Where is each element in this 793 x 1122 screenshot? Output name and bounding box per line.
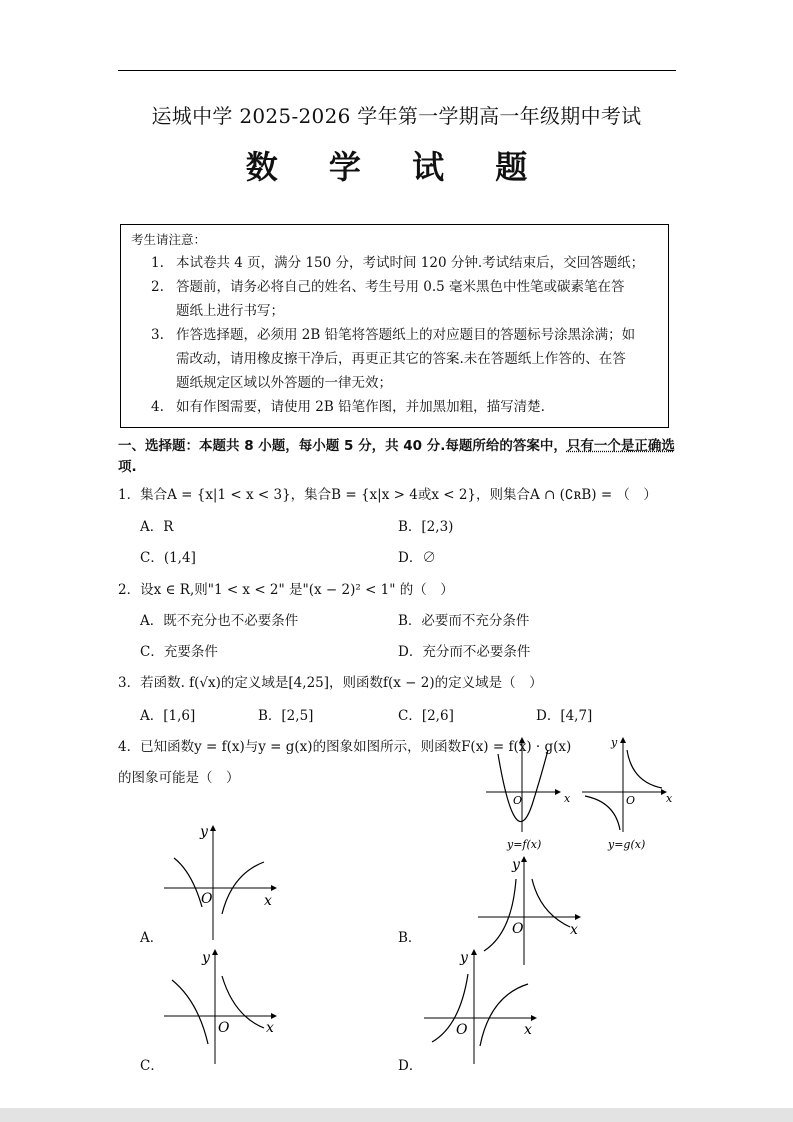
- q2-option-a: A．既不充分也不必要条件: [140, 613, 299, 629]
- q3-option-a: A．[1,6]: [140, 708, 196, 724]
- q4-graph-a: [160, 822, 285, 942]
- graph-c-y-label: y: [202, 950, 210, 966]
- graph-f-origin: O: [513, 794, 523, 807]
- q4-option-a: A．: [140, 930, 164, 946]
- question-4-stem: 4．已知函数y = f(x)与y = g(x)的图象如图所示，则函数F(x) = f(x) · g(x): [118, 739, 572, 755]
- q1-option-c: C．(1,4]: [140, 550, 196, 566]
- q4-graph-d: [420, 946, 545, 1066]
- graph-f-x-label: x: [564, 792, 571, 805]
- graph-b-y-label: y: [512, 857, 520, 873]
- question-2-stem: 2．设x ∈ R,则"1 < x < 2" 是"(x − 2)² < 1" 的（ ）: [118, 582, 454, 598]
- section-heading: 一、选择题：本题共 8 小题，每小题 5 分，共 40 分.每题所给的答案中，只有一个是正确选 项.: [118, 438, 675, 475]
- q4-option-b: B．: [398, 930, 422, 946]
- graph-a-y-label: y: [200, 824, 208, 840]
- graph-d-x-label: x: [524, 1022, 532, 1038]
- question-1-stem: 1．集合A = {x|1 < x < 3}，集合B = {x|x > 4或x < 2}，则集合A ∩ (∁ʀB) = （ ）: [118, 487, 657, 503]
- notice-title: 考生请注意：: [131, 232, 207, 247]
- graph-c-x-label: x: [266, 1020, 274, 1036]
- q2-option-b: B．必要而不充分条件: [398, 613, 530, 629]
- notice-box: 考生请注意： 1. 本试卷共 4 页，满分 150 分，考试时间 120 分钟.考试结束后，交回答题纸； 2. 答题前，请务必将自己的姓名、考生号用 0.5 毫米黑色中性笔或碳素笔在答 题纸上进行书写； 3. 作答选择题，必须用 2B 铅笔将答题纸上的对应题目的答题标号涂黑涂满；如 需改动，请用橡皮擦干净后，再更正其它的答案.未在答题纸上作答的、在答 题纸规定区域以外答题的一律无效； 4. 如有作图需要，请使用 2B 铅笔作图，并加黑加粗，描写清楚.: [120, 224, 669, 428]
- graph-a-x-label: x: [264, 893, 272, 909]
- graph-f-caption: y=f(x): [507, 838, 542, 851]
- subject-title: 数 学 试 题: [245, 148, 548, 186]
- top-rule: [118, 70, 676, 71]
- graph-b-x-label: x: [570, 922, 578, 938]
- q1-option-d: D．∅: [398, 550, 436, 566]
- q3-option-d: D．[4,7]: [536, 708, 593, 724]
- graph-d-origin: O: [456, 1022, 468, 1038]
- graph-g-origin: O: [626, 794, 636, 807]
- q1-option-b: B．[2,3): [398, 519, 454, 535]
- exam-title: 运城中学 2025-2026 学年第一学期高一年级期中考试: [151, 104, 642, 128]
- q4-option-d: D．: [398, 1058, 423, 1074]
- graph-g-y-label: y: [611, 736, 618, 749]
- graph-g-x-label: x: [666, 792, 673, 805]
- q3-option-c: C．[2,6]: [398, 708, 454, 724]
- q2-option-c: C．充要条件: [140, 644, 218, 660]
- q1-option-a: A．R: [140, 519, 174, 535]
- q4-graph-c: [160, 946, 285, 1066]
- graph-c-origin: O: [218, 1020, 230, 1036]
- q3-option-b: B．[2,5]: [258, 708, 314, 724]
- page-bottom-strip: [0, 1108, 793, 1122]
- q4-option-c: C．: [140, 1058, 164, 1074]
- graph-f: [486, 738, 571, 851]
- question-4-stem-2: 的图象可能是（ ）: [118, 770, 240, 786]
- graph-a-origin: O: [201, 891, 213, 907]
- question-3-stem: 3．若函数. f(√x)的定义域是[4,25]，则函数f(x − 2)的定义域是（ ）: [118, 675, 543, 691]
- reference-graphs: [480, 730, 680, 855]
- q2-option-d: D．充分而不必要条件: [398, 644, 531, 660]
- graph-d-y-label: y: [460, 950, 468, 966]
- graph-g-caption: y=g(x): [608, 838, 646, 851]
- graph-g: [582, 736, 673, 851]
- graph-b-origin: O: [512, 921, 524, 937]
